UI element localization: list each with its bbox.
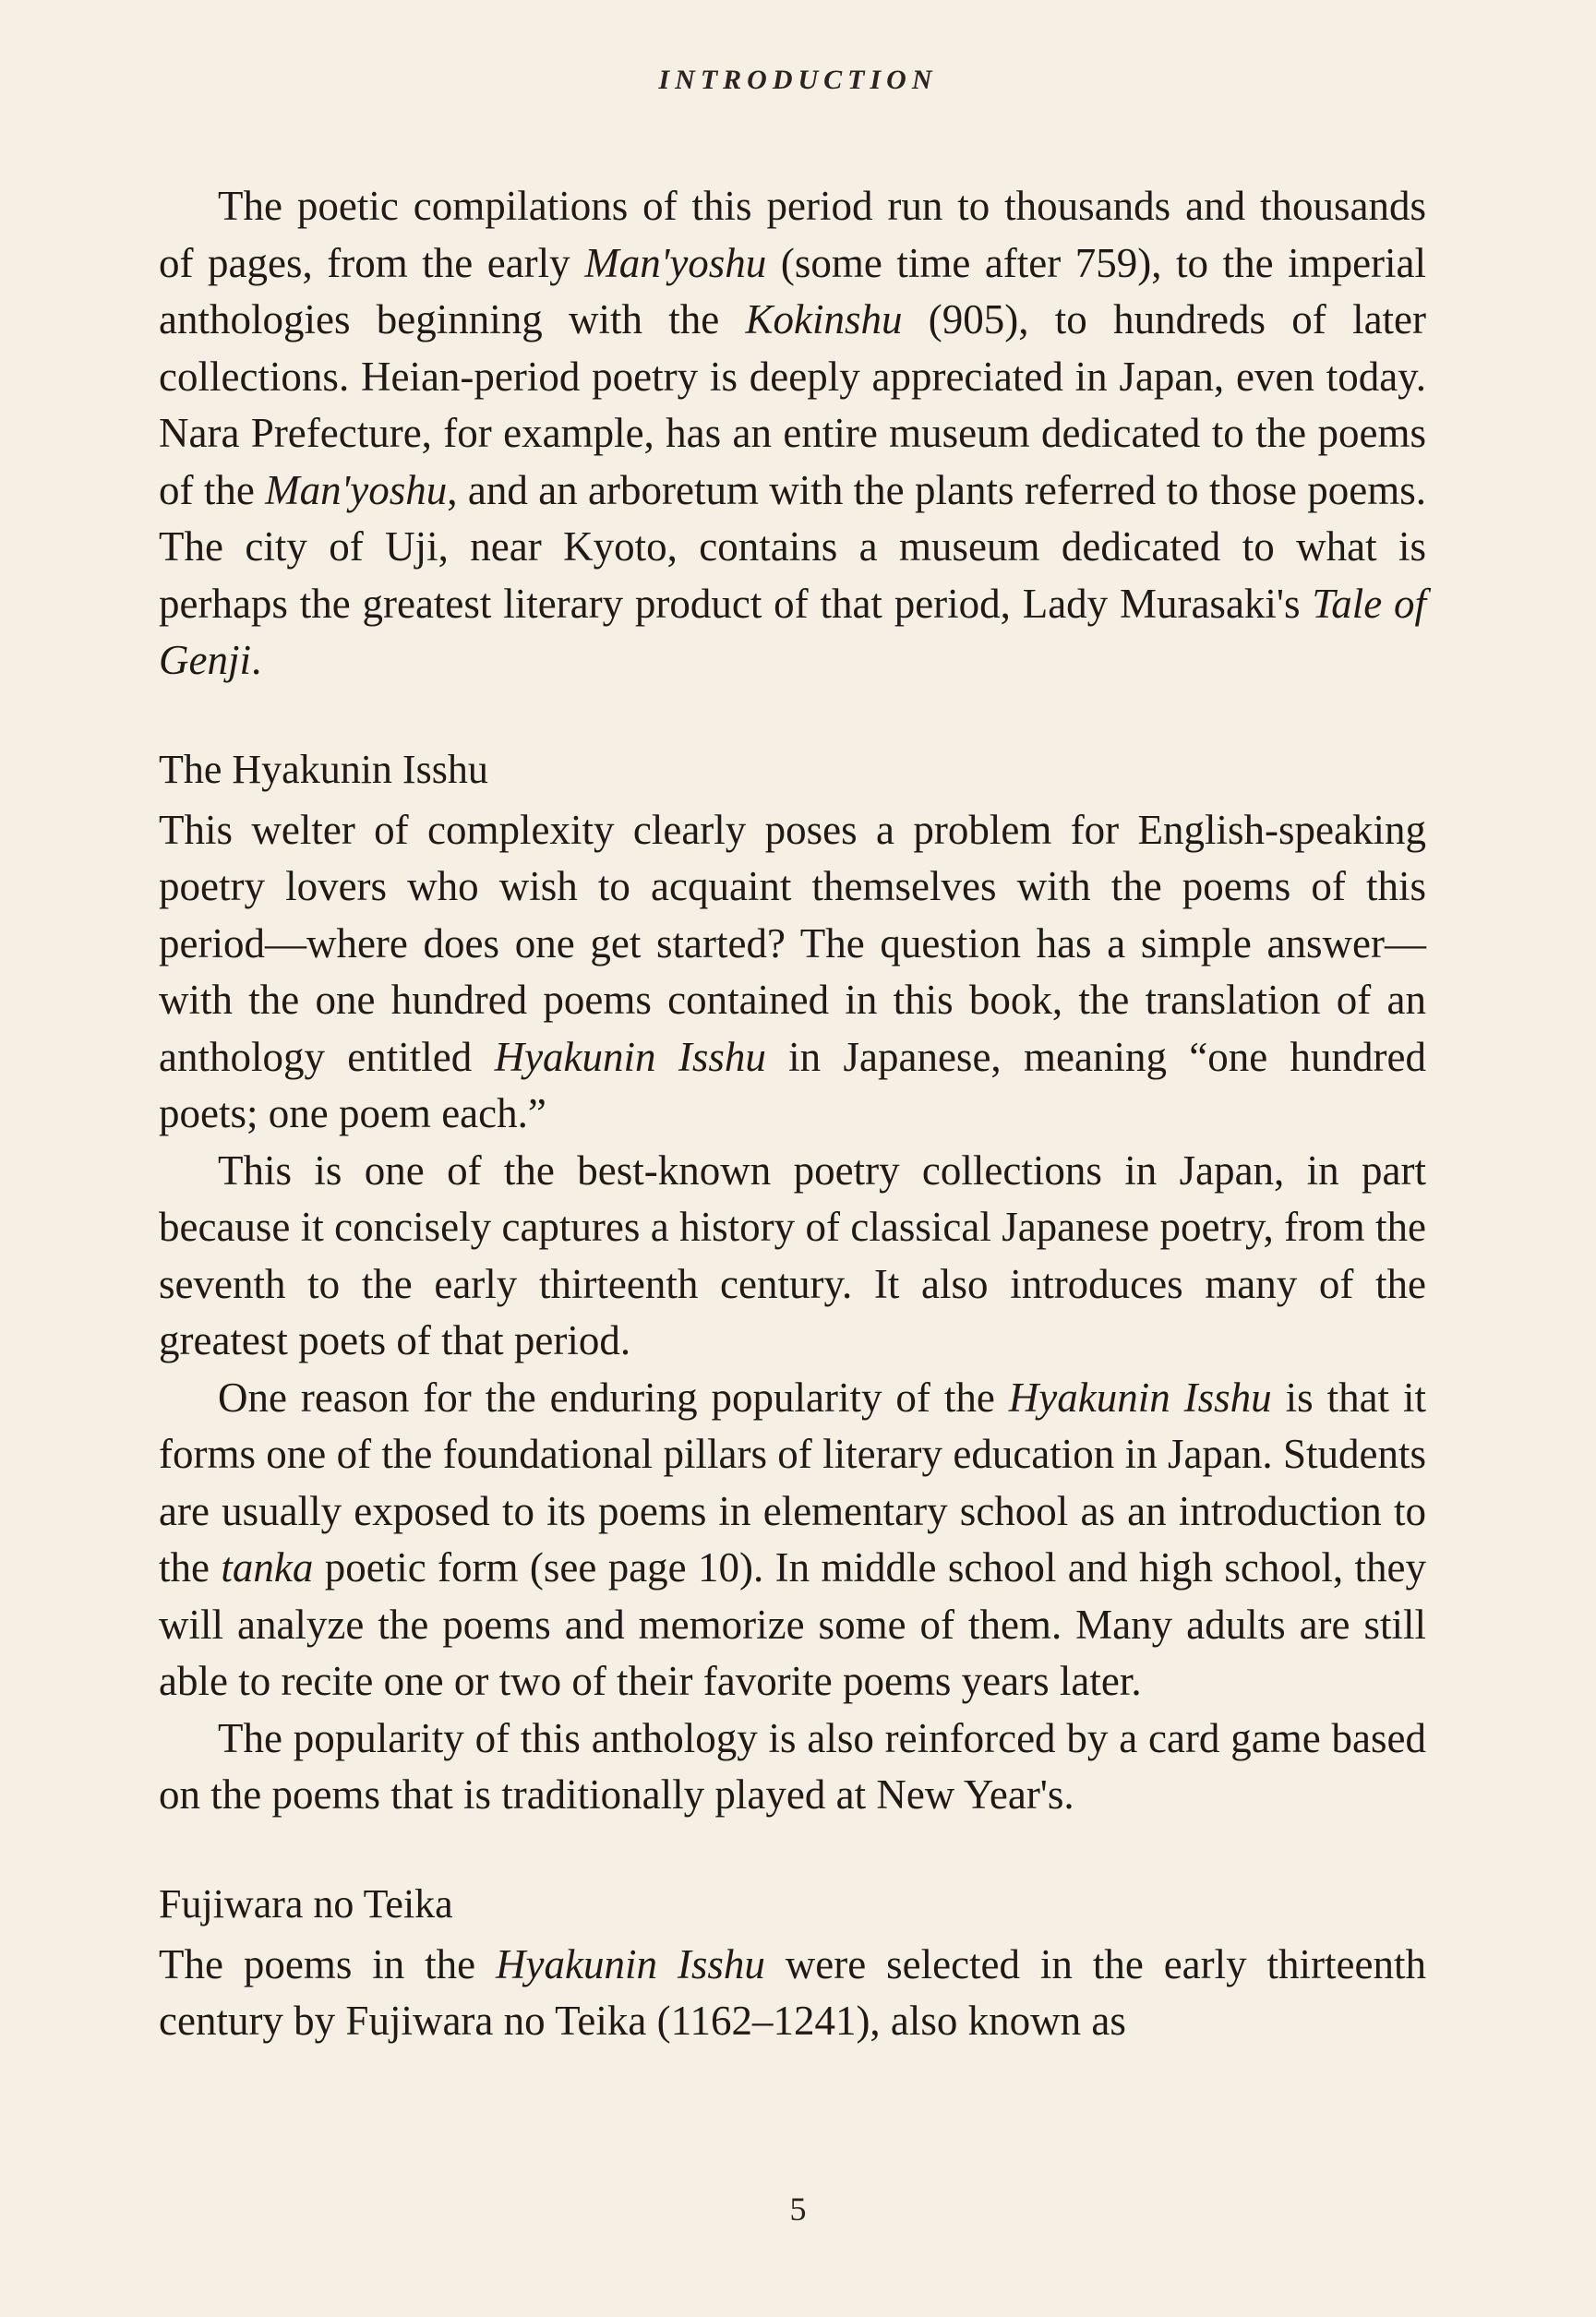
page-number: 5 xyxy=(789,2191,807,2227)
text-run: were selected in the early thirteenth century by Fujiwara no Teika (1162–1241), also known as xyxy=(159,1940,1426,2044)
text-run: One reason for the enduring popularity of the xyxy=(218,1374,1009,1421)
section-gap xyxy=(159,1824,1426,1872)
text-run: (905), to hundreds of later collections. Heian-period poetry is deeply appreciated in Japan, even today. Nara Prefecture, for example, has an entire museum dedicated to the poems of the xyxy=(159,296,1427,513)
body-text xyxy=(159,178,1426,2050)
subheading-hyakunin-isshu: The Hyakunin Isshu xyxy=(159,746,488,792)
title-manyoshu: Man'yoshu xyxy=(265,466,448,513)
text-run: The poems in the xyxy=(159,1940,497,1987)
title-kokinshu: Kokinshu xyxy=(745,296,903,342)
title-hyakunin-isshu: Hyakunin Isshu xyxy=(496,1940,765,1987)
title-tale-of-genji: Tale of Genji xyxy=(159,580,1426,683)
text-run: is that it forms one of the foundational pillars of literary education in Japan. Students are usually exposed to its poems in elementary school as an introduction to the xyxy=(159,1374,1427,1591)
paragraph-enduring-popularity xyxy=(159,1370,1426,1711)
text-run: This welter of complexity clearly poses a problem for English-speaking poetry lovers who wish to acquaint themselves with the poems of this period—where does one get started? The question has a simple answer—with the one hundred poems contained in this book, the translation of an anthology entitled xyxy=(159,806,1426,1080)
subheading-fujiwara-no-teika: Fujiwara no Teika xyxy=(159,1880,453,1927)
paragraph-welter xyxy=(159,802,1426,1143)
paragraph-best-known: This is one of the best-known poetry collections in Japan, in part because it concisely captures a history of classical Japanese poetry, from the seventh to the early thirteenth century. It also introduces many of the greatest poets of that period. xyxy=(159,1146,1426,1363)
text-run: , and an arboretum with the plants referred to those poems. The city of Uji, near Kyoto, contains a museum dedicated to what is perhaps the greatest literary product of that period, Lady Murasaki's xyxy=(159,466,1426,627)
paragraph-card-game: The popularity of this anthology is also reinforced by a card game based on the poems that is traditionally played at New Year's. xyxy=(159,1714,1426,1818)
title-hyakunin-isshu: Hyakunin Isshu xyxy=(1008,1374,1272,1421)
title-manyoshu: Man'yoshu xyxy=(584,239,767,286)
title-hyakunin-isshu: Hyakunin Isshu xyxy=(494,1033,766,1080)
term-tanka: tanka xyxy=(221,1544,314,1591)
text-run: in Japanese, meaning “one hundred poets; one poem each.” xyxy=(159,1033,1426,1136)
section-gap xyxy=(159,690,1426,738)
paragraph-compilations xyxy=(159,178,1426,690)
text-run: The poetic compilations of this period run to thousands and thousands of pages, from the early xyxy=(159,183,1426,286)
paragraph-teika xyxy=(159,1937,1426,2050)
running-head: INTRODUCTION xyxy=(658,65,938,95)
text-run: . xyxy=(250,637,262,683)
text-run: (some time after 759), to the imperial anthologies beginning with the xyxy=(159,239,1427,342)
text-run: poetic form (see page 10). In middle school and high school, they will analyze the poems and memorize some of them. Many adults are still able to recite one or two of their favorite poems years later. xyxy=(159,1544,1426,1704)
